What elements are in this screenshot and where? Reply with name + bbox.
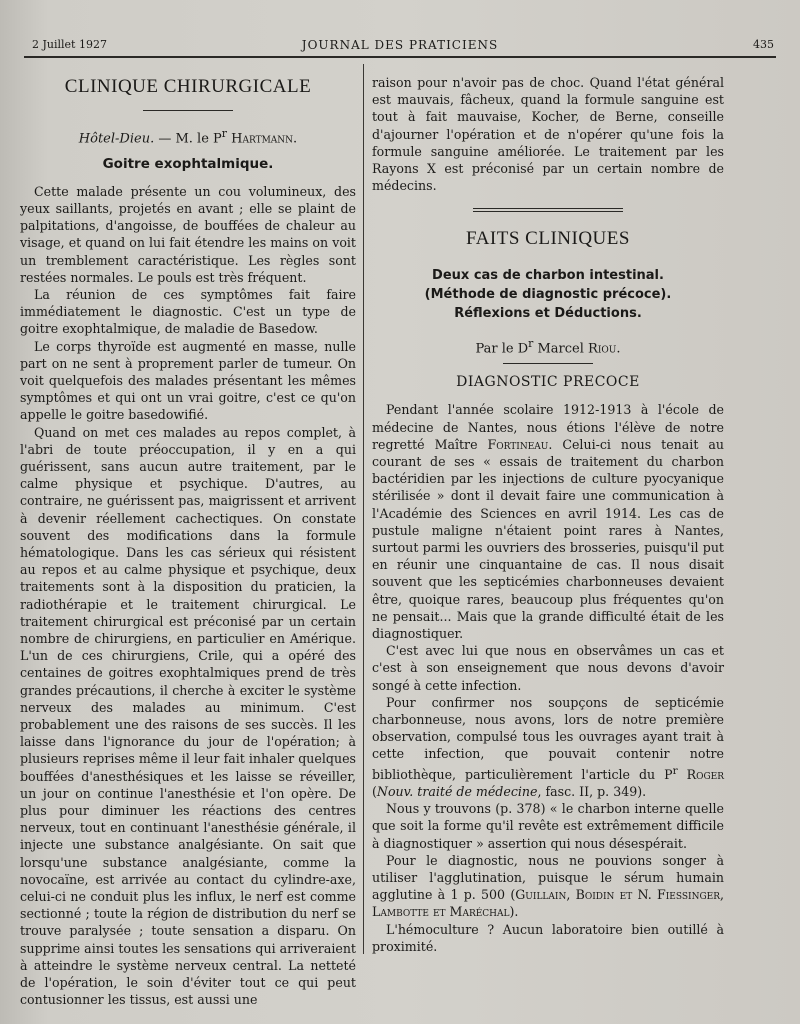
hospital-separator: — M. le P	[154, 131, 222, 147]
p3-sup: r	[672, 764, 678, 777]
page-header	[22, 36, 778, 56]
right-paragraph-3	[372, 694, 724, 800]
header-rule	[24, 56, 776, 58]
surgeon-name: Hartmann.	[231, 131, 298, 147]
article-title-line-2: (Méthode de diagnostic précoce).	[424, 286, 672, 302]
p5-text-a: Pour le diagnostic, nous ne pouvions songer à utiliser l'agglutination, puisque le sérum humain agglutine à 1 p. 500 (	[372, 852, 724, 903]
p1-text-b: Celui-ci nous tenait au courant de ses « essais de traitement du charbon bactéridien par les injections de culture pyocyanique stérilisée » dont il devait faire une communication à l'Académie des Sciences en avril 1914. Les cas de pustule maligne n'étaient point rares à Nantes, surtout parmi les ouvriers des brosseries, puisqu'il put en réunir une cinquantaine de cas. Il nous disait souvent que les septicémies charbonneuses devaient être, quoique rares, beaucoup plus fréquentes qu'on ne pensait... Mais que la grande difficulté était de les diagnostiquer.	[372, 436, 724, 641]
author-first: Marcel	[533, 340, 589, 356]
hospital-title-sup: r	[221, 127, 227, 140]
p5-names: Guillain, Boidin et N. Fiessinger, Lambotte et Maréchal	[372, 887, 724, 920]
hospital-line	[20, 125, 356, 148]
paragraph-4: Quand on met ces malades au repos complet, à l'abri de toute préoccupation, il y en a qui guérissent, sans aucun autre traitement, par le calme physique et psychique. D'autres, au contraire, ne guérissent pas, maigrissent et arrivent à devenir réellement cachectiques. On constate souvent des modifications dans la formule hématologique. Dans les cas sérieux qui résistent au repos et au calme physique et psychique, deux traitements sont à la disposition du praticien, la radiothérapie et le traitement chirurgical. Le traitement chirurgical est préconisé par un certain nombre de chirurgiens, en particulier en Amérique. L'un de ces chirurgiens, Crile, qui a opéré des centaines de goitres exophtalmiques prend de très grandes précautions, il cherche à exciter le système nerveux des malades au minimum. C'est probablement une des raisons de ses succès. Il les laisse dans l'ignorance du jour de l'opération; à plusieurs reprises même il leur fait inhaler quelques bouffées d'anesthésiques et les laisse se réveiller, un jour on continue l'anesthésie et l'on opère. De plus pour diminuer les réactions des centres nerveux, tout en continuant l'anesthésie générale, il injecte une substance analgésiante. On sait que lorsqu'une substance analgésiante, comme la novocaïne, est arrivée au contact du cylindre-axe, celui-ci ne conduit plus les influx, le nerf est comme sectionné ; toute la région de distribution du nerf se trouve paralysée ; toute sensation a disparu. On supprime ainsi toutes les sensations qui arriveraient à atteindre le système nerveux central. La netteté de l'opération, le soin d'éviter tout ce qui peut contusionner les tissus, est aussi une	[20, 424, 356, 1008]
author-line	[372, 335, 724, 358]
right-column	[372, 74, 724, 955]
article-title-line-1: Deux cas de charbon intestinal.	[432, 267, 664, 283]
article-title-goitre: Goitre exophtalmique.	[102, 155, 274, 172]
paragraph-1: Cette malade présente un cou volumineux, des yeux saillants, projetés en avant ; elle se plaint de palpitations, d'angoisse, de bouffées de chaleur au visage, et quand on lui fait étendre les mains on voit un tremblement caractéristique. Les règles sont restées normales. Le pouls est très fréquent.	[20, 183, 356, 285]
section-title-faits: FAITS CLINIQUES	[466, 228, 630, 250]
p3-text-b: (	[372, 784, 377, 800]
right-paragraph-6: L'hémoculture ? Aucun laboratoire bien outillé à proximité.	[372, 921, 724, 954]
double-rule	[473, 208, 623, 212]
header-date: 2 Juillet 1927	[32, 38, 107, 51]
left-column	[20, 74, 356, 1008]
right-paragraph-2: C'est avec lui que nous en observâmes un cas et c'est à son enseignement que nous devons d'avoir songé à cette infection.	[372, 643, 724, 693]
p1-name: Fortineau.	[487, 436, 553, 452]
right-paragraph-1	[372, 401, 724, 642]
hospital-name: Hôtel-Dieu.	[78, 131, 155, 147]
p3-text-c: , fasc. II, p. 349).	[537, 784, 647, 800]
author-sup: r	[528, 336, 534, 350]
right-paragraph-5	[372, 852, 724, 921]
section-rule	[143, 110, 233, 111]
subheading-diagnostic: DIAGNOSTIC PRECOCE	[456, 374, 640, 391]
right-paragraph-4: Nous y trouvons (p. 378) « le charbon interne quelle que soit la forme qu'il revête est extrêmement difficile à diagnostiquer » assertion qui nous désespérait.	[372, 801, 724, 851]
paragraph-3: Le corps thyroïde est augmenté en masse, nulle part on ne sent à proprement parler de tumeur. On voit quelquefois des malades présentant les mêmes symptômes et qui ont un vrai goitre, c'est ce qu'on appelle le goitre basedowifié.	[20, 338, 356, 423]
p5-text-b: ).	[509, 904, 519, 920]
continuation-paragraph: raison pour n'avoir pas de choc. Quand l'état général est mauvais, fâcheux, quand la formule sanguine est tout à fait mauvaise, Kocher, de Berne, conseille d'ajourner l'opération et de n'opérer qu'une fois la formule sanguine améliorée. Le traitement par les Rayons X est préconisé par un certain nombre de médecins.	[372, 75, 724, 194]
journal-title: JOURNAL DES PRATICIENS	[301, 38, 499, 52]
author-rule	[503, 363, 593, 364]
column-divider	[363, 64, 364, 954]
page-number: 435	[753, 38, 774, 51]
section-title-clinique: CLINIQUE CHIRURGICALE	[64, 76, 312, 97]
article-title-line-3: Réflexions et Déductions.	[454, 305, 642, 321]
paragraph-2: La réunion de ces symptômes fait faire immédiatement le diagnostic. C'est un type de goitre exophtalmique, de maladie de Basedow.	[20, 286, 356, 337]
p3-name: Roger	[677, 766, 725, 782]
p1-text-a: Pendant l'année scolaire 1912-1913 à l'école de médecine de Nantes, nous étions l'élève de notre regretté Maître	[372, 402, 724, 452]
p3-italic: Nouv. traité de médecine	[376, 784, 538, 800]
author-prefix: Par le D	[475, 340, 529, 356]
author-last: Riou.	[588, 340, 621, 356]
p3-text-a: Pour confirmer nos soupçons de septicémie charbonneuse, nous avons, lors de notre première observation, compulsé tous les ouvrages ayant trait à cette infection, que pouvait contenir notre bibliothèque, particulièrement l'article du P	[372, 694, 724, 782]
